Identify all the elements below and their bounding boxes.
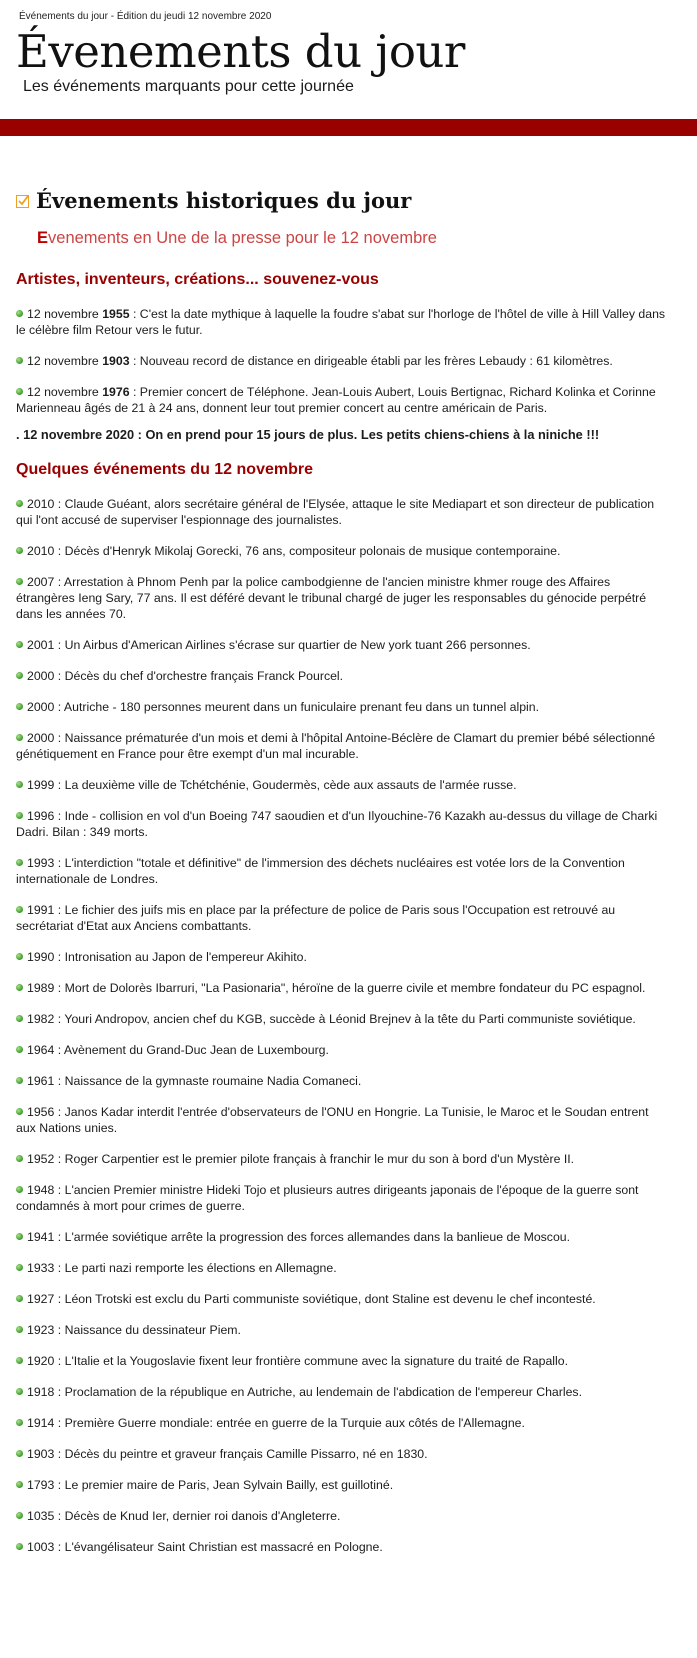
event-item: 1996 : Inde - collision en vol d'un Boeing 747 saoudien et d'un Ilyouchine-76 Kazakh au-dessus du village de Charki Dadri. Bilan : 349 morts. (16, 809, 658, 839)
event-item: 1989 : Mort de Dolorès Ibarruri, "La Pasionaria", héroïne de la guerre civile et membre fondateur du PC espagnol. (16, 980, 671, 996)
event-item: 1999 : La deuxième ville de Tchétchénie, Goudermès, cède aux assauts de l'armée russe. (16, 777, 671, 793)
bullet-icon (16, 1543, 23, 1550)
event-item: 1923 : Naissance du dessinateur Piem. (16, 1322, 671, 1338)
events-heading: Quelques événements du 12 novembre (16, 461, 313, 478)
events-list (16, 496, 671, 1570)
bullet-icon (16, 984, 23, 991)
event-item: 1991 : Le fichier des juifs mis en place par la préfecture de police de Paris sous l'Occupation est retrouvé au secrétariat d'Etat aux Anciens combattants. (16, 903, 616, 933)
bullet-icon (16, 1450, 23, 1457)
event-item: 1952 : Roger Carpentier est le premier pilote français à franchir le mur du son à bord d'un Mystère II. (16, 1151, 671, 1167)
event-item: 1982 : Youri Andropov, ancien chef du KGB, succède à Léonid Brejnev à la tête du Parti communiste soviétique. (16, 1011, 671, 1027)
event-item: 1035 : Décès de Knud Ier, dernier roi danois d'Angleterre. (16, 1508, 671, 1524)
bullet-icon (16, 1481, 23, 1488)
event-item: 1933 : Le parti nazi remporte les élections en Allemagne. (16, 1260, 671, 1276)
bullet-icon (16, 672, 23, 679)
event-item: 1948 : L'ancien Premier ministre Hideki Tojo et plusieurs autres dirigeants japonais de l'époque de la guerre sont condamnés à mort pour crimes de guerre. (16, 1183, 639, 1213)
site-title: Évenements du jour (16, 25, 465, 78)
list-item: 12 novembre 1976 : Premier concert de Téléphone. Jean-Louis Aubert, Louis Bertignac, Richard Kolinka et Corinne Marienneau âgés de 21 à 24 ans, donnent leur tout premier concert au centre américain de Paris. (16, 385, 656, 415)
bullet-icon (16, 953, 23, 960)
list-item: 12 novembre 1903 : Nouveau record de distance en dirigeable établi par les frères Lebaudy : 61 kilomètres. (16, 353, 671, 369)
checkbox-icon (16, 195, 29, 208)
bullet-icon (16, 1108, 23, 1115)
bullet-icon (16, 578, 23, 585)
event-item: 2010 : Décès d'Henryk Mikolaj Gorecki, 76 ans, compositeur polonais de musique contemporaine. (16, 543, 671, 559)
bullet-icon (16, 859, 23, 866)
event-item: 1993 : L'interdiction "totale et définitive" de l'immersion des déchets nucléaires est votée lors de la Convention internationale de Londres. (16, 856, 625, 886)
bullet-icon (16, 781, 23, 788)
bullet-icon (16, 1233, 23, 1240)
event-item: 1914 : Première Guerre mondiale: entrée en guerre de la Turquie aux côtés de l'Allemagne. (16, 1415, 671, 1431)
site-subtitle: Les événements marquants pour cette journée (23, 78, 354, 95)
event-item: 1003 : L'évangélisateur Saint Christian est massacré en Pologne. (16, 1539, 671, 1555)
press-first-letter: E (37, 229, 49, 247)
header-red-band (0, 119, 697, 136)
artists-list (16, 306, 671, 443)
bullet-icon (16, 310, 23, 317)
event-item: 1920 : L'Italie et la Yougoslavie fixent leur frontière commune avec la signature du traité de Rapallo. (16, 1353, 671, 1369)
bullet-icon (16, 1015, 23, 1022)
bullet-icon (16, 703, 23, 710)
bullet-icon (16, 1295, 23, 1302)
section-header (16, 188, 411, 213)
press-headlines-link[interactable] (37, 229, 437, 248)
bullet-icon (16, 812, 23, 819)
bullet-icon (16, 906, 23, 913)
artists-heading: Artistes, inventeurs, créations... souvenez-vous (16, 271, 379, 288)
event-item: 2010 : Claude Guéant, alors secrétaire général de l'Elysée, attaque le site Mediapart et son directeur de publication qui l'ont accusé de superviser l'espionnage des journalistes. (16, 497, 655, 527)
event-item: 1956 : Janos Kadar interdit l'entrée d'observateurs de l'ONU en Hongrie. La Tunisie, le Maroc et le Soudan entrent aux Nations unies. (16, 1105, 649, 1135)
bullet-icon (16, 1046, 23, 1053)
bullet-icon (16, 1186, 23, 1193)
bullet-icon (16, 388, 23, 395)
bullet-icon (16, 1357, 23, 1364)
event-item: 1961 : Naissance de la gymnaste roumaine Nadia Comaneci. (16, 1073, 671, 1089)
bullet-icon (16, 500, 23, 507)
bullet-icon (16, 547, 23, 554)
edition-line: Événements du jour - Édition du jeudi 12 novembre 2020 (19, 11, 272, 22)
event-item: 2000 : Autriche - 180 personnes meurent dans un funiculaire prenant feu dans un tunnel alpin. (16, 699, 671, 715)
bullet-icon (16, 1326, 23, 1333)
event-item: 1964 : Avènement du Grand-Duc Jean de Luxembourg. (16, 1042, 671, 1058)
event-item: 1793 : Le premier maire de Paris, Jean Sylvain Bailly, est guillotiné. (16, 1477, 671, 1493)
bullet-icon (16, 1388, 23, 1395)
event-item: 2001 : Un Airbus d'American Airlines s'écrase sur quartier de New york tuant 266 personnes. (16, 637, 671, 653)
event-item: 1990 : Intronisation au Japon de l'empereur Akihito. (16, 949, 671, 965)
bullet-icon (16, 1419, 23, 1426)
bullet-icon (16, 1155, 23, 1162)
special-note: . 12 novembre 2020 : On en prend pour 15 jours de plus. Les petits chiens-chiens à la niniche !!! (16, 427, 600, 442)
event-item: 2007 : Arrestation à Phnom Penh par la police cambodgienne de l'ancien ministre khmer rouge des Affaires étrangères Ieng Sary, 77 ans. Il est déféré devant le tribunal chargé de juger les responsables du génocide perpétré dans les années 70. (16, 575, 647, 621)
event-item: 1941 : L'armée soviétique arrête la progression des forces allemandes dans la banlieue de Moscou. (16, 1229, 671, 1245)
bullet-icon (16, 1512, 23, 1519)
bullet-icon (16, 357, 23, 364)
bullet-icon (16, 1077, 23, 1084)
section-title: Évenements historiques du jour (36, 188, 412, 213)
list-item: 12 novembre 1955 : C'est la date mythique à laquelle la foudre s'abat sur l'horloge de l'hôtel de ville à Hill Valley dans le célèbre film Retour vers le futur. (16, 307, 666, 337)
bullet-icon (16, 641, 23, 648)
event-item: 2000 : Décès du chef d'orchestre français Franck Pourcel. (16, 668, 671, 684)
bullet-icon (16, 1264, 23, 1271)
bullet-icon (16, 734, 23, 741)
press-link-text: venements en Une de la presse pour le 12 novembre (48, 229, 437, 247)
event-item: 2000 : Naissance prématurée d'un mois et demi à l'hôpital Antoine-Béclère de Clamart du premier bébé sélectionné génétiquement en France pour être exempt d'un mal incurable. (16, 731, 656, 761)
event-item: 1918 : Proclamation de la république en Autriche, au lendemain de l'abdication de l'empereur Charles. (16, 1384, 671, 1400)
event-item: 1903 : Décès du peintre et graveur français Camille Pissarro, né en 1830. (16, 1446, 671, 1462)
event-item: 1927 : Léon Trotski est exclu du Parti communiste soviétique, dont Staline est devenu le chef incontesté. (16, 1291, 671, 1307)
